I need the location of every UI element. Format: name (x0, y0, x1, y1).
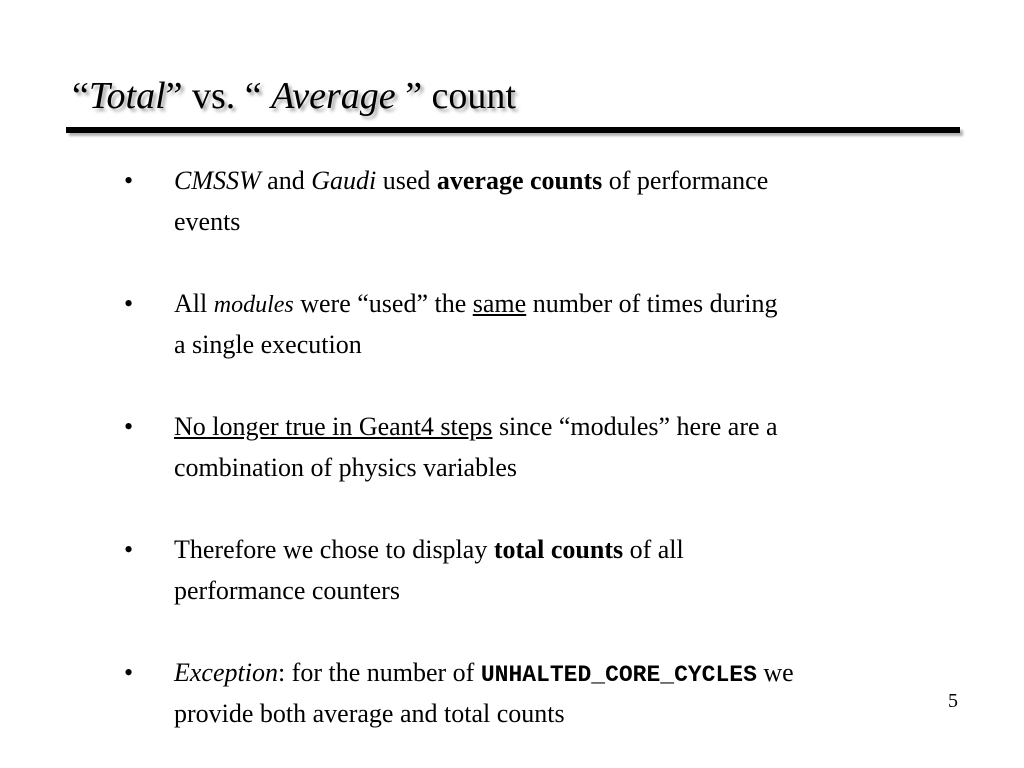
no-longer-true-text: No longer true in Geant4 steps (174, 412, 493, 441)
gaudi-text: Gaudi (311, 166, 377, 195)
bullet-3-line-1 (174, 406, 964, 447)
bullet-dot: • (124, 166, 134, 195)
bullet-5-line-2: provide both average and total counts (174, 699, 565, 728)
title-vs: vs. “ (182, 75, 272, 117)
bullet-5-line-1 (174, 652, 964, 696)
cmssw-text: CMSSW (174, 166, 261, 195)
bullet-2-text-b: were “used” the (293, 289, 473, 318)
bullet-4-text-a: Therefore we chose to display (174, 535, 494, 564)
bullet-1-line-2: events (174, 207, 241, 236)
title-close-quote: ” (165, 75, 183, 117)
bullet-3-text-a: since “modules” here are a (492, 412, 778, 441)
title-average: Average (271, 75, 396, 117)
bullet-2-text-c: number of times during (526, 289, 778, 318)
bullet-5-text-b: we (756, 658, 794, 687)
bullet-dot: • (124, 412, 134, 441)
bullet-2-text-a: All (174, 289, 214, 318)
bullet-4-line-1 (174, 529, 964, 570)
bullet-1-text-a: and (260, 166, 312, 195)
title-divider (66, 127, 960, 133)
bullet-1-text-c: of performance (602, 166, 769, 195)
page-number: 5 (948, 690, 958, 712)
bullet-2-line-2: a single execution (174, 330, 362, 359)
bullet-2-line-1 (174, 283, 964, 326)
bullet-5-text-a: : for the number of (277, 658, 481, 687)
average-counts-text: average counts (436, 166, 603, 195)
bullet-3-line-2: combination of physics variables (174, 453, 517, 482)
bullet-1-text-b: used (376, 166, 437, 195)
bullet-dot: • (124, 535, 134, 564)
title-count: ” count (395, 75, 516, 117)
bullet-4-text-b: of all (623, 535, 684, 564)
slide-title (72, 72, 516, 120)
bullet-dot: • (124, 658, 134, 687)
same-text: same (472, 289, 527, 318)
bullet-dot: • (124, 289, 134, 318)
bullet-4-line-2: performance counters (174, 576, 400, 605)
title-total: Total (88, 75, 166, 117)
total-counts-text: total counts (493, 535, 624, 564)
unhalted-core-cycles-text: UNHALTED_CORE_CYCLES (480, 662, 757, 688)
title-open-quote: “ (72, 75, 89, 117)
exception-text: Exception (174, 658, 278, 687)
modules-text: modules (213, 292, 294, 318)
bullet-1-line-1 (174, 160, 964, 201)
